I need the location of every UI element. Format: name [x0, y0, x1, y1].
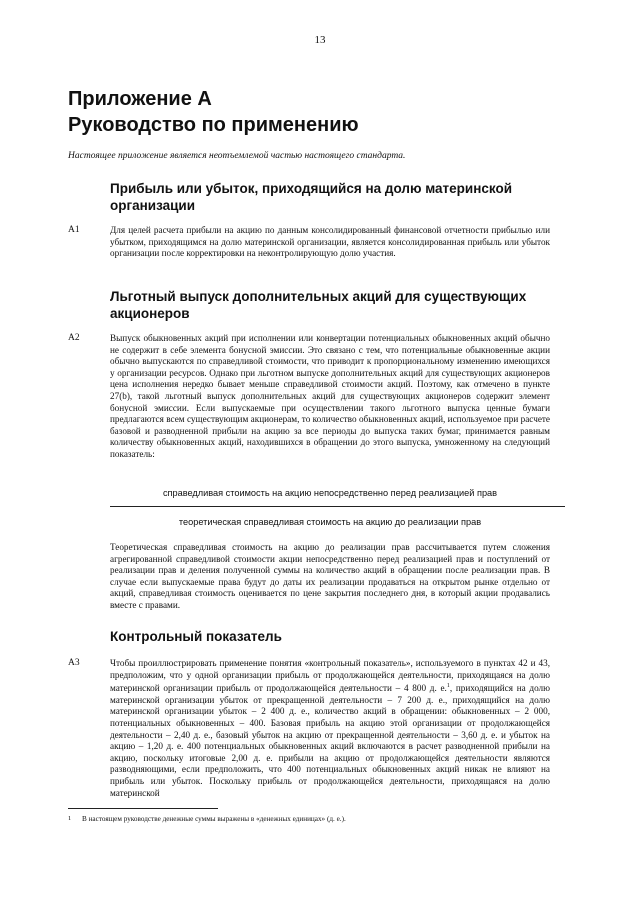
paragraph-a3-part2: , приходящийся на долю материнской организации убыток от прекращенной деятельности – 7 200 д. е., приходящийся на долю материнской организации убыток – 2 400 д. е., количество акций в обращении: обыкновенных – 2 000, потенциальных обыкновенных – 400. Базовая прибыль на акцию этой организации от продолжающейся деятельности – 2,40 д. е., базовый убыток на акцию от прекращенной деятельности – 3,60 д. е. и убыток на акцию – 1,20 д. е. 400 потенциальных обыкновенных акций включаются в расчет разводненной прибыли на акцию, поскольку итоговые 2,00 д. е. прибыли на акцию от продолжающейся деятельности являются разводняющими, если предположить, что 400 потенциальных обыкновенных акций никак не влияют на прибыль или убыток. Поскольку прибыль от продолжающейся деятельности, приходящаяся на долю материнской: [110, 683, 551, 798]
page-number: 13: [314, 34, 326, 46]
paragraph-a3: [110, 658, 550, 799]
footnote-divider: [68, 808, 218, 809]
appendix-title-line1: Приложение А: [68, 88, 212, 110]
section-heading-a2: Льготный выпуск дополнительных акций для существующих акционеров: [110, 289, 527, 321]
paragraph-number-a3: А3: [68, 658, 80, 668]
paragraph-number-a1: А1: [68, 225, 80, 235]
appendix-title: [68, 86, 359, 138]
footnote-reference: 1: [446, 683, 450, 690]
section-heading-a1: Прибыль или убыток, приходящийся на долю материнской организации: [110, 181, 513, 213]
paragraph-a1: Для целей расчета прибыли на акцию по данным консолидированный финансовой отчетности прибылью или убытком, приходящимся на долю материнской организации, является консолидированная прибыль или убыток организации после корректировки на неконтролирующую долю участия.: [110, 225, 550, 259]
appendix-title-line2: Руководство по применению: [68, 114, 359, 136]
footnote-mark: 1: [68, 815, 72, 822]
formula-denominator: теоретическая справедливая стоимость на акцию до реализации прав: [178, 517, 482, 527]
paragraph-a2-continued: Теоретическая справедливая стоимость на акцию до реализации прав рассчитывается путем сложения агрегированной справедливой стоимости акции непосредственно перед реализацией прав и поступлений от реализации прав и деления полученной суммы на количество акций в обращении после реализации прав. В случае если выпускаемые права будут до даты их реализации продаваться на открытом рынке отдельно от акций, справедливая стоимость оценивается по цене закрытия последнего дня, в который акции продавались вместе с правами.: [110, 542, 550, 610]
footnote-text: В настоящем руководстве денежные суммы выражены в «денежных единицах» (д. е.).: [82, 815, 346, 823]
formula-fraction-line: [110, 506, 565, 507]
paragraph-number-a2: А2: [68, 333, 80, 343]
appendix-intro: Настоящее приложение является неотъемлемой частью настоящего стандарта.: [68, 151, 406, 161]
paragraph-a3-part1: Чтобы проиллюстрировать применение понятия «контрольный показатель», используемого в пунктах 42 и 43, предположим, что у одной организации прибыль от продолжающейся деятельности, приходящаяся на долю материнской организации прибыль от продолжающейся деятельности – 4 800 д. е.: [110, 658, 550, 694]
section-heading-a3: Контрольный показатель: [110, 629, 282, 644]
paragraph-a2: Выпуск обыкновенных акций при исполнении или конвертации потенциальных обыкновенных акций обычно не содержит в себе элемента бонусной эмиссии. Это связано с тем, что потенциальные обыкновенные акции обычно выпускаются по справедливой стоимости, что приводит к пропорциональному изменению имеющихся у организации ресурсов. Однако при льготном выпуске дополнительных акций для существующих акционеров цена исполнения нередко бывает меньше справедливой стоимости акций. Поэтому, как отмечено в пункте 27(b), такой льготный выпуск дополнительных акций для существующих акционеров содержит элемент бонусной эмиссии. Если выпускаемые при осуществлении такого льготного выпуска ценные бумаги предлагаются всем существующим акционерам, то количество обыкновенных акций, используемое при расчете базовой и разводненной прибыли на акцию за все периоды до выпуска таких бумаг, принимается равным количеству обыкновенных акций, находившихся в обращении до этого выпуска, умноженному на следующий показатель:: [110, 333, 550, 459]
formula-numerator: справедливая стоимость на акцию непосредственно перед реализацией прав: [162, 488, 498, 498]
